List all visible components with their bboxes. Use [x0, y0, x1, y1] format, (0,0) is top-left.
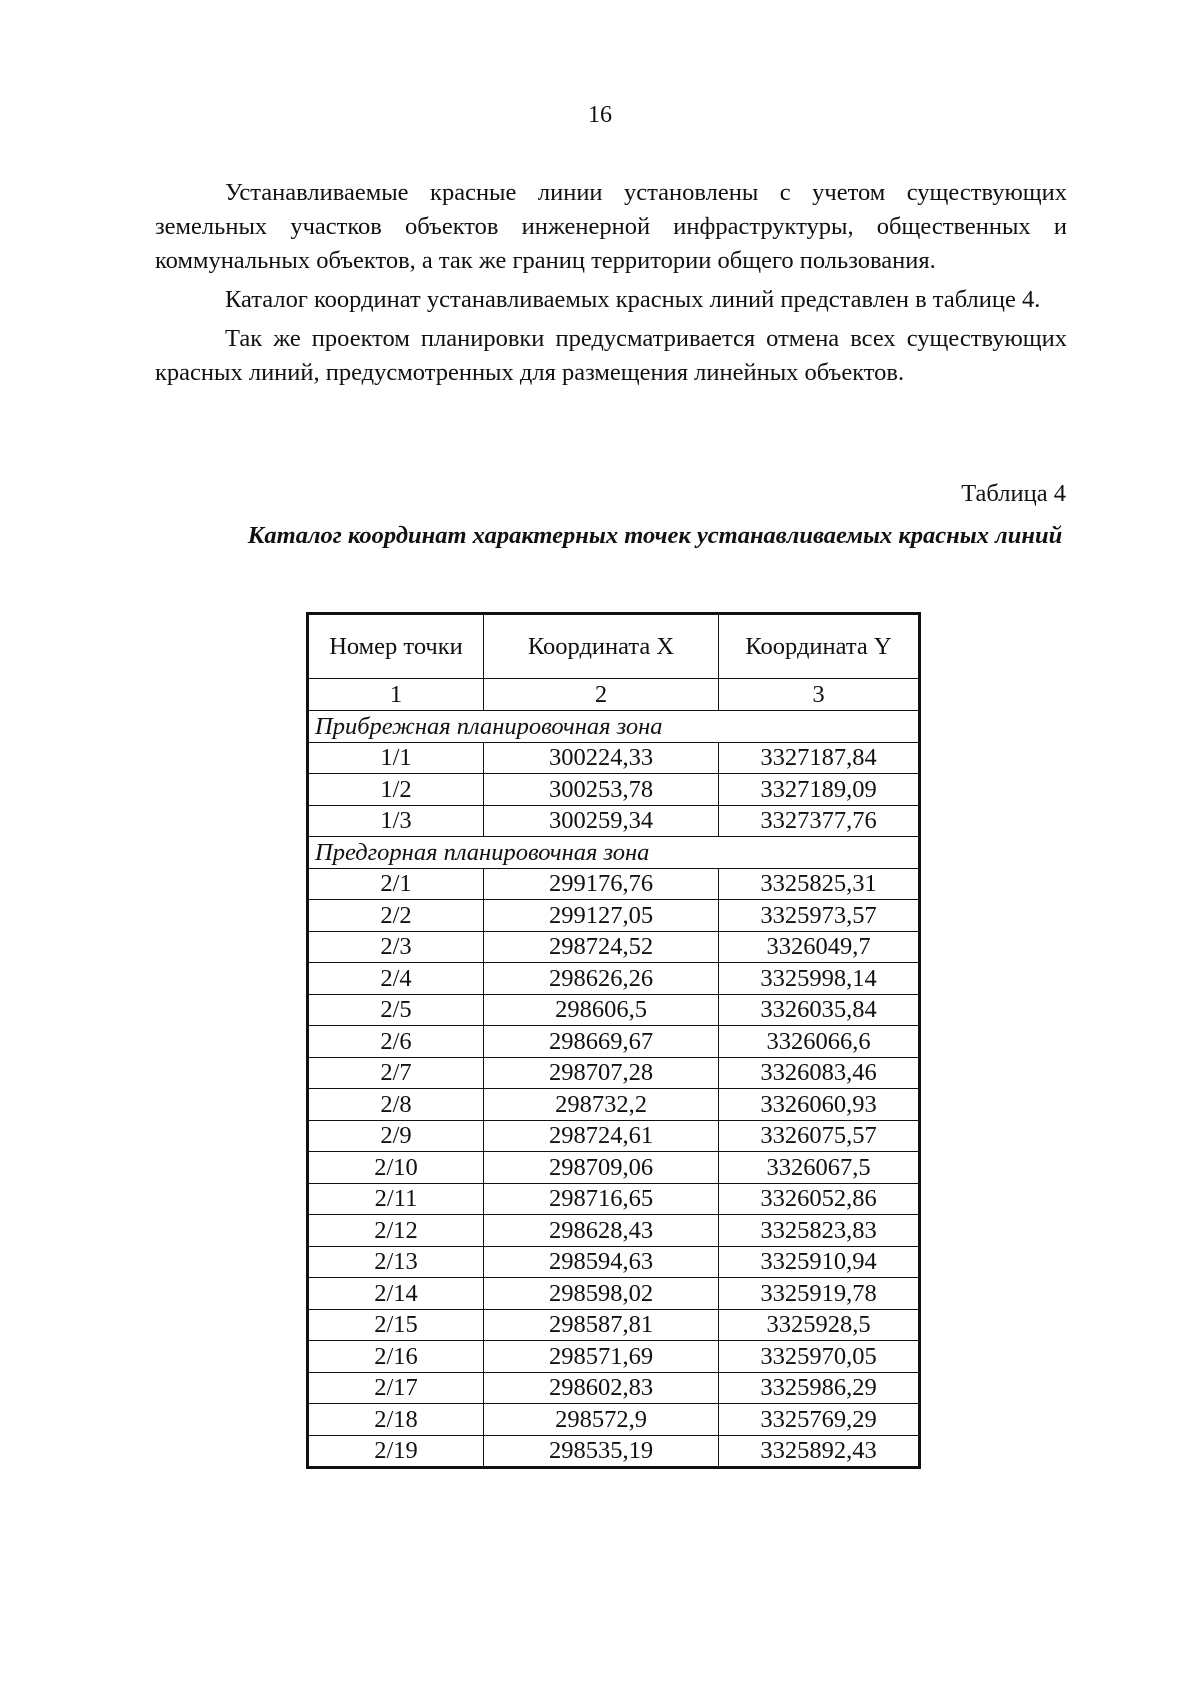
table-header-row [308, 614, 920, 679]
coord-y-cell: 3327189,09 [719, 774, 920, 806]
table-row [308, 1246, 920, 1278]
header-coord-y: Координата Y [719, 614, 920, 679]
point-number-cell: 2/7 [308, 1057, 484, 1089]
body-text [155, 176, 1067, 395]
zone-name: Прибрежная планировочная зона [308, 711, 920, 743]
coord-y-cell: 3325769,29 [719, 1404, 920, 1436]
paragraph: Каталог координат устанавливаемых красных линий представлен в таблице 4. [225, 286, 1041, 313]
table-row [308, 1341, 920, 1373]
coord-y-cell: 3326035,84 [719, 994, 920, 1026]
point-number-cell: 2/16 [308, 1341, 484, 1373]
coord-y-cell: 3326083,46 [719, 1057, 920, 1089]
coord-y-cell: 3325919,78 [719, 1278, 920, 1310]
point-number-cell: 2/2 [308, 900, 484, 932]
table-row [308, 1278, 920, 1310]
table-row [308, 1120, 920, 1152]
coord-x-cell: 298594,63 [484, 1246, 719, 1278]
coord-y-cell: 3327377,76 [719, 805, 920, 837]
table-row [308, 994, 920, 1026]
point-number-cell: 2/19 [308, 1435, 484, 1468]
coord-y-cell: 3326049,7 [719, 931, 920, 963]
point-number-cell: 2/1 [308, 868, 484, 900]
paragraph: Устанавливаемые красные линии установлены с учетом существующих земельных участков объектов инженерной инфраструктуры, общественных и коммунальных объектов, а так же границ территории общего пользования. [155, 179, 1067, 274]
table-row [308, 1089, 920, 1121]
coord-y-cell: 3325986,29 [719, 1372, 920, 1404]
point-number-cell: 2/17 [308, 1372, 484, 1404]
paragraph: Так же проектом планировки предусматривается отмена всех существующих красных линий, предусмотренных для размещения линейных объектов. [155, 325, 1067, 386]
zone-row [308, 711, 920, 743]
point-number-cell: 1/1 [308, 742, 484, 774]
point-number-cell: 2/18 [308, 1404, 484, 1436]
coord-y-cell: 3325998,14 [719, 963, 920, 995]
coordinates-table [306, 612, 921, 1469]
table-row [308, 931, 920, 963]
point-number-cell: 2/3 [308, 931, 484, 963]
point-number-cell: 1/3 [308, 805, 484, 837]
coord-x-cell: 300224,33 [484, 742, 719, 774]
coord-y-cell: 3326052,86 [719, 1183, 920, 1215]
coord-x-cell: 298535,19 [484, 1435, 719, 1468]
point-number-cell: 2/6 [308, 1026, 484, 1058]
coord-x-cell: 299127,05 [484, 900, 719, 932]
point-number-cell: 1/2 [308, 774, 484, 806]
table-row [308, 805, 920, 837]
coord-x-cell: 298587,81 [484, 1309, 719, 1341]
point-number-cell: 2/14 [308, 1278, 484, 1310]
page-number: 16 [588, 102, 612, 128]
coord-y-cell: 3325892,43 [719, 1435, 920, 1468]
coord-x-cell: 298602,83 [484, 1372, 719, 1404]
coord-x-cell: 298724,61 [484, 1120, 719, 1152]
table-row [308, 963, 920, 995]
header-coord-x: Координата X [484, 614, 719, 679]
coord-x-cell: 298598,02 [484, 1278, 719, 1310]
coord-y-cell: 3327187,84 [719, 742, 920, 774]
column-number: 2 [484, 679, 719, 711]
table-row [308, 1309, 920, 1341]
table-row [308, 1152, 920, 1184]
table-row [308, 742, 920, 774]
column-number: 3 [719, 679, 920, 711]
point-number-cell: 2/11 [308, 1183, 484, 1215]
coord-x-cell: 298606,5 [484, 994, 719, 1026]
table-row [308, 774, 920, 806]
coord-x-cell: 298628,43 [484, 1215, 719, 1247]
coord-y-cell: 3326075,57 [719, 1120, 920, 1152]
table-title: Каталог координат характерных точек устанавливаемых красных линий [247, 522, 1063, 549]
coord-x-cell: 298716,65 [484, 1183, 719, 1215]
table-row [308, 1404, 920, 1436]
point-number-cell: 2/12 [308, 1215, 484, 1247]
point-number-cell: 2/5 [308, 994, 484, 1026]
table-row [308, 1026, 920, 1058]
point-number-cell: 2/13 [308, 1246, 484, 1278]
coord-y-cell: 3325910,94 [719, 1246, 920, 1278]
table-row [308, 868, 920, 900]
coord-x-cell: 298732,2 [484, 1089, 719, 1121]
zone-row [308, 837, 920, 869]
table-label: Таблица 4 [961, 480, 1066, 507]
table-row [308, 1215, 920, 1247]
table-row [308, 1372, 920, 1404]
coord-y-cell: 3326060,93 [719, 1089, 920, 1121]
point-number-cell: 2/9 [308, 1120, 484, 1152]
zone-name: Предгорная планировочная зона [308, 837, 920, 869]
coord-x-cell: 300253,78 [484, 774, 719, 806]
point-number-cell: 2/15 [308, 1309, 484, 1341]
coord-y-cell: 3326066,6 [719, 1026, 920, 1058]
coord-y-cell: 3325823,83 [719, 1215, 920, 1247]
column-number-row [308, 679, 920, 711]
coord-x-cell: 300259,34 [484, 805, 719, 837]
coord-x-cell: 298724,52 [484, 931, 719, 963]
header-point-number: Номер точки [308, 614, 484, 679]
coord-x-cell: 299176,76 [484, 868, 719, 900]
table-row [308, 900, 920, 932]
coord-y-cell: 3326067,5 [719, 1152, 920, 1184]
coord-y-cell: 3325973,57 [719, 900, 920, 932]
coord-y-cell: 3325825,31 [719, 868, 920, 900]
coord-x-cell: 298669,67 [484, 1026, 719, 1058]
column-number: 1 [308, 679, 484, 711]
table-row [308, 1057, 920, 1089]
coord-y-cell: 3325970,05 [719, 1341, 920, 1373]
point-number-cell: 2/4 [308, 963, 484, 995]
coord-x-cell: 298626,26 [484, 963, 719, 995]
table-row [308, 1435, 920, 1468]
point-number-cell: 2/8 [308, 1089, 484, 1121]
point-number-cell: 2/10 [308, 1152, 484, 1184]
coord-x-cell: 298709,06 [484, 1152, 719, 1184]
table-row [308, 1183, 920, 1215]
coord-x-cell: 298571,69 [484, 1341, 719, 1373]
coord-y-cell: 3325928,5 [719, 1309, 920, 1341]
coord-x-cell: 298707,28 [484, 1057, 719, 1089]
coord-x-cell: 298572,9 [484, 1404, 719, 1436]
